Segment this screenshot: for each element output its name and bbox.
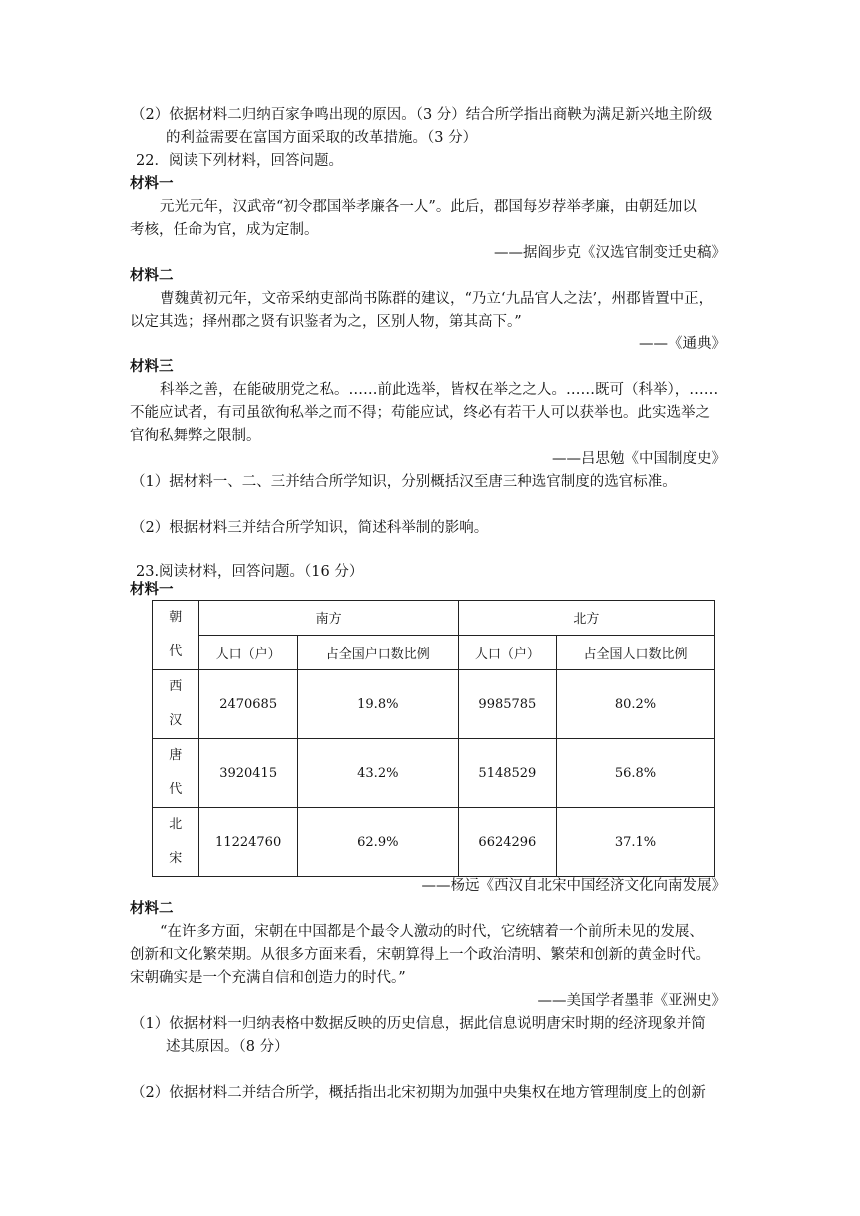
q21-sub2-line2: 的利益需要在富国方面采取的改革措施。（3 分）	[166, 130, 478, 146]
q22-material1-line1: 元光元年，汉武帝“初令郡国举孝廉各一人”。此后，郡国每岁荐举孝廉，由朝廷加以	[160, 199, 697, 215]
q22-sub1: （1）据材料一、二、三并结合所学知识，分别概括汉至唐三种选官制度的选官标准。	[131, 474, 677, 490]
north-pct-cell: 56.8%	[557, 739, 715, 808]
north-pop-cell: 6624296	[458, 808, 556, 877]
north-pop-cell: 9985785	[458, 670, 556, 739]
q22-title: 22．阅读下列材料，回答问题。	[136, 153, 343, 169]
q22-material3-source: ——吕思勉《中国制度史》	[552, 451, 726, 467]
dynasty-cell: 唐 代	[153, 739, 199, 808]
dynasty-header-cell: 朝 代	[153, 601, 199, 670]
north-pct-cell: 80.2%	[557, 670, 715, 739]
q22-material3-label: 材料三	[130, 358, 174, 375]
q22-material1-line2: 考核，任命为官，成为定制。	[130, 222, 319, 238]
q22-material2-line1: 曹魏黄初元年，文帝采纳吏部尚书陈群的建议，“乃立‘九品官人之法’，州郡皆置中正，	[160, 291, 714, 307]
table-row	[153, 670, 715, 739]
south-pct-cell: 19.8%	[297, 670, 458, 739]
south-ratio-label: 占全国户口数比例	[297, 635, 458, 670]
q23-sub1-line2: 述其原因。（8 分）	[166, 1039, 289, 1055]
q23-sub2: （2）依据材料二并结合所学，概括指出北宋初期为加强中央集权在地方管理制度上的创新	[131, 1085, 706, 1101]
q23-material1-source: ——杨远《西汉自北宋中国经济文化向南发展》	[421, 878, 726, 894]
south-pop-cell: 11224760	[199, 808, 297, 877]
south-pct-cell: 62.9%	[297, 808, 458, 877]
table-subheader-row	[153, 635, 715, 670]
north-pct-cell: 37.1%	[557, 808, 715, 877]
table-header-row	[153, 601, 715, 636]
q22-material2-line2: 以定其选；择州郡之贤有识鉴者为之，区别人物，第其高下。”	[130, 314, 522, 330]
south-pop-label: 人口（户）	[199, 635, 297, 670]
north-header: 北方	[458, 601, 714, 636]
q23-title: 23.阅读材料，回答问题。（16 分）	[136, 564, 364, 580]
q22-material2-source: ——《通典》	[639, 336, 726, 352]
table-row	[153, 739, 715, 808]
q23-material2-line2: 创新和文化繁荣期。从很多方面来看，宋朝算得上一个政治清明、繁荣和创新的黄金时代。	[130, 947, 710, 963]
q23-material2-line1: “在许多方面，宋朝在中国都是个最令人激动的时代，它统辖着一个前所未见的发展、	[160, 924, 704, 940]
q23-material2-label: 材料二	[130, 900, 174, 917]
north-pop-label: 人口（户）	[458, 635, 556, 670]
q21-sub2-line1: （2）依据材料二归纳百家争鸣出现的原因。（3 分）结合所学指出商鞅为满足新兴地主阶级	[131, 107, 713, 123]
q23-material2-line3: 宋朝确实是一个充满自信和创造力的时代。”	[130, 970, 406, 986]
q22-material1-source: ——据阎步克《汉选官制变迁史稿》	[494, 245, 726, 261]
south-pop-cell: 3920415	[199, 739, 297, 808]
dynasty-cell: 北 宋	[153, 808, 199, 877]
q22-material3-line3: 官徇私舞弊之限制。	[130, 428, 261, 444]
q22-material2-label: 材料二	[130, 267, 174, 284]
population-table	[152, 600, 715, 877]
north-pop-cell: 5148529	[458, 739, 556, 808]
table-row	[153, 808, 715, 877]
dynasty-cell: 西 汉	[153, 670, 199, 739]
q22-material3-line1: 科举之善，在能破朋党之私。……前此选举，皆权在举之之人。……既可（科举），……	[160, 382, 719, 398]
q23-material2-source: ——美国学者墨菲《亚洲史》	[537, 993, 726, 1009]
q22-material3-line2: 不能应试者，有司虽欲徇私举之而不得；苟能应试，终必有若干人可以获举也。此实选举之	[130, 405, 710, 421]
q23-sub1-line1: （1）依据材料一归纳表格中数据反映的历史信息，据此信息说明唐宋时期的经济现象并简	[131, 1016, 706, 1032]
south-header: 南方	[199, 601, 458, 636]
q23-material1-label: 材料一	[130, 581, 174, 598]
south-pct-cell: 43.2%	[297, 739, 458, 808]
q22-sub2: （2）根据材料三并结合所学知识，简述科举制的影响。	[131, 520, 489, 536]
q22-material1-label: 材料一	[130, 175, 174, 192]
north-ratio-label: 占全国人口数比例	[557, 635, 715, 670]
south-pop-cell: 2470685	[199, 670, 297, 739]
